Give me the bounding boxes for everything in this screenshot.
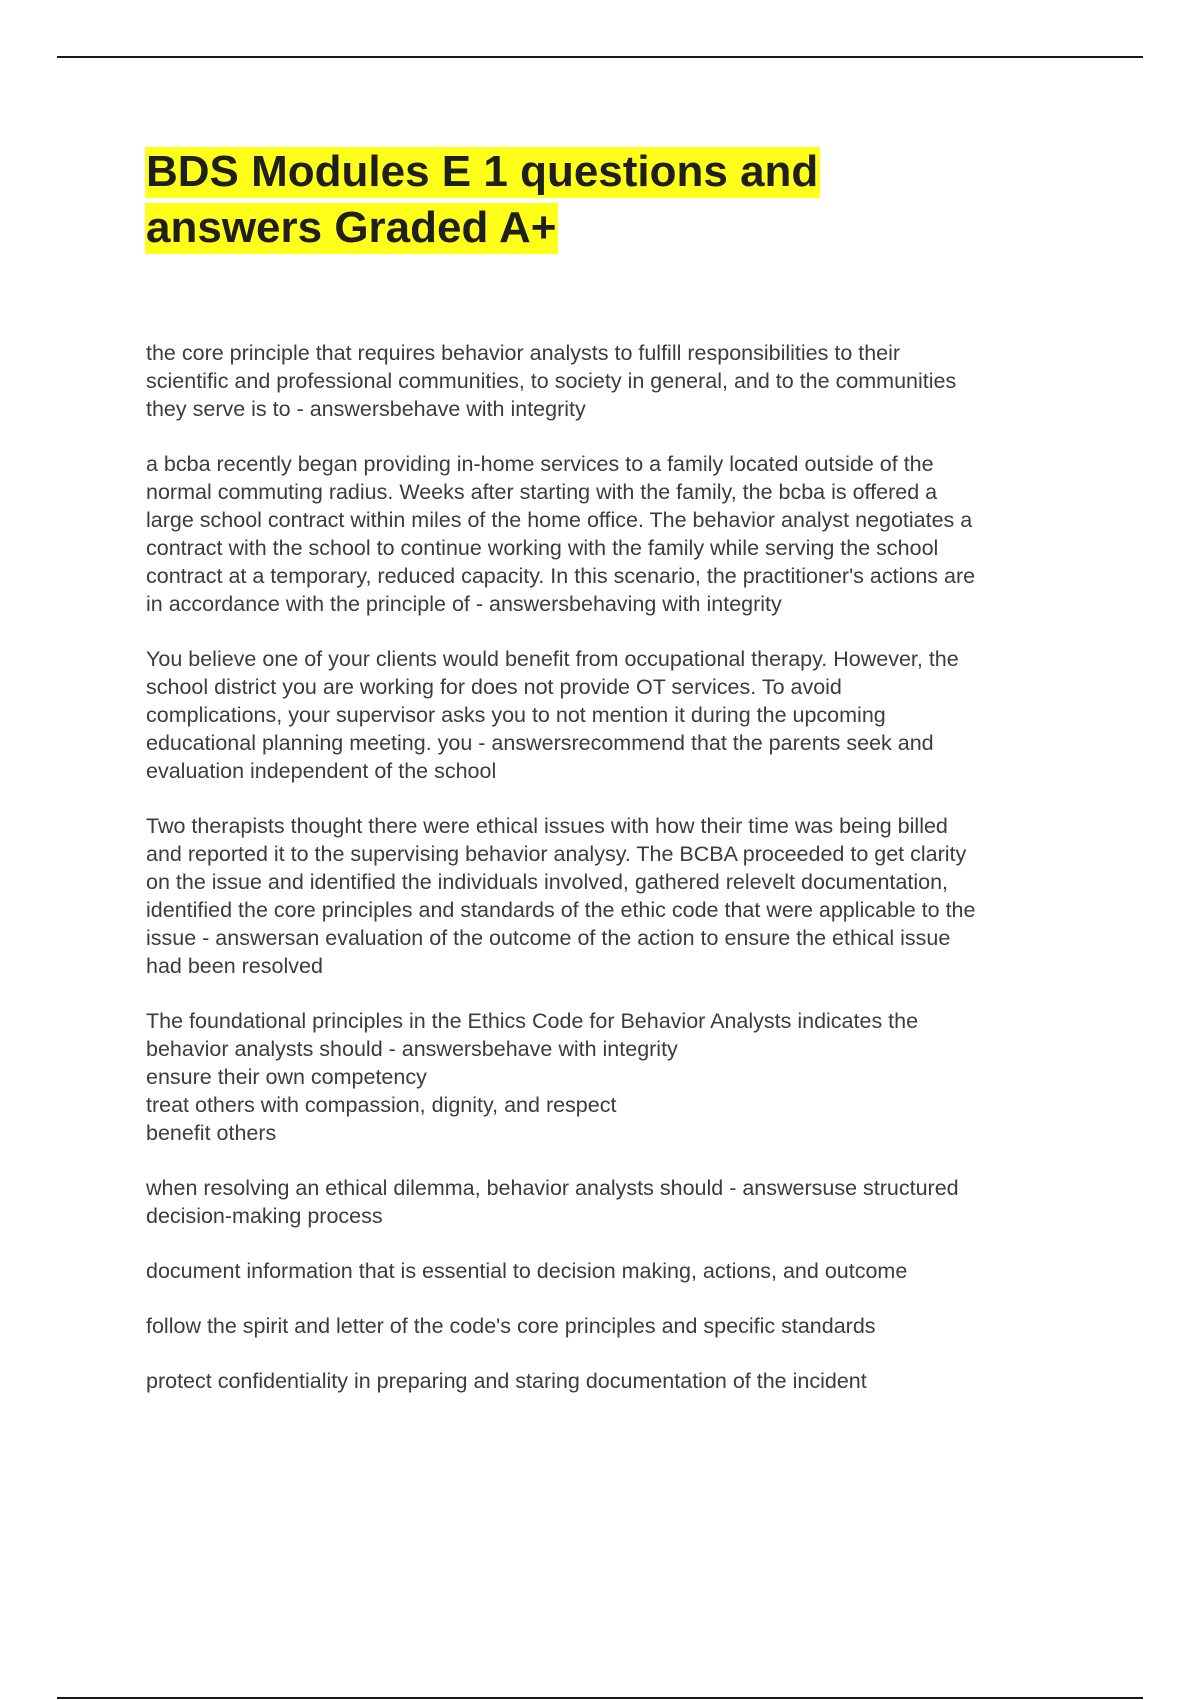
text-line: on the issue and identified the individuals involved, gathered relevelt documentation,: [146, 870, 948, 894]
text-line: behavior analysts should - answersbehave with integrity: [146, 1037, 678, 1061]
page-title: [145, 144, 1045, 256]
text-line: they serve is to - answersbehave with integrity: [146, 397, 586, 421]
text-line: The foundational principles in the Ethics Code for Behavior Analysts indicates the: [146, 1009, 919, 1033]
top-rule: [57, 56, 1143, 58]
text-line: in accordance with the principle of - answersbehaving with integrity: [146, 592, 782, 616]
qa-item-9: [146, 1367, 1086, 1395]
qa-item-5: [146, 1007, 1086, 1147]
qa-item-4: [146, 812, 1086, 980]
text-line: decision-making process: [146, 1204, 383, 1228]
text-line: had been resolved: [146, 954, 323, 978]
text-line: contract with the school to continue working with the family while serving the school: [146, 536, 939, 560]
title-line-2: answers Graded A+: [146, 203, 557, 252]
document-body: [146, 339, 1086, 1422]
text-line: complications, your supervisor asks you to not mention it during the upcoming: [146, 703, 886, 727]
qa-item-7: [146, 1257, 1086, 1285]
text-line: scientific and professional communities, to society in general, and to the communities: [146, 369, 957, 393]
qa-item-6: [146, 1174, 1086, 1230]
bottom-rule: [57, 1697, 1143, 1699]
text-line: the core principle that requires behavior analysts to fulfill responsibilities to their: [146, 341, 901, 365]
text-line: educational planning meeting. you - answersrecommend that the parents seek and: [146, 731, 934, 755]
text-line: issue - answersan evaluation of the outcome of the action to ensure the ethical issue: [146, 926, 951, 950]
text-line: document information that is essential to decision making, actions, and outcome: [146, 1259, 908, 1283]
text-line: Two therapists thought there were ethical issues with how their time was being billed: [146, 814, 948, 838]
qa-item-1: [146, 339, 1086, 423]
text-line: normal commuting radius. Weeks after starting with the family, the bcba is offered a: [146, 480, 938, 504]
qa-item-2: [146, 450, 1086, 618]
text-line: follow the spirit and letter of the code's core principles and specific standards: [146, 1314, 876, 1338]
text-line: and reported it to the supervising behavior analysy. The BCBA proceeded to get clarity: [146, 842, 967, 866]
text-line: a bcba recently began providing in-home services to a family located outside of the: [146, 452, 934, 476]
qa-item-8: [146, 1312, 1086, 1340]
text-line: school district you are working for does not provide OT services. To avoid: [146, 675, 842, 699]
text-line: protect confidentiality in preparing and staring documentation of the incident: [146, 1369, 867, 1393]
text-line: You believe one of your clients would benefit from occupational therapy. However, the: [146, 647, 959, 671]
text-line: evaluation independent of the school: [146, 759, 497, 783]
text-line: ensure their own competency: [146, 1065, 427, 1089]
text-line: when resolving an ethical dilemma, behavior analysts should - answersuse structured: [146, 1176, 959, 1200]
text-line: large school contract within miles of the home office. The behavior analyst negotiates a: [146, 508, 973, 532]
text-line: benefit others: [146, 1121, 277, 1145]
text-line: contract at a temporary, reduced capacity. In this scenario, the practitioner's actions are: [146, 564, 976, 588]
text-line: identified the core principles and standards of the ethic code that were applicable to the: [146, 898, 976, 922]
title-line-1: BDS Modules E 1 questions and: [146, 147, 819, 196]
qa-item-3: [146, 645, 1086, 785]
text-line: treat others with compassion, dignity, and respect: [146, 1093, 617, 1117]
